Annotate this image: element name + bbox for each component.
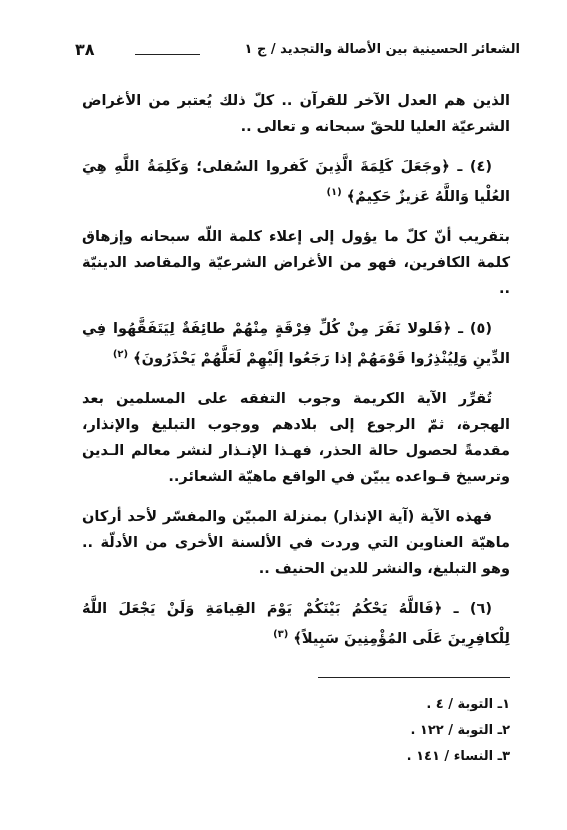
verse-6 xyxy=(82,596,510,652)
paragraph-6: فهذه الآية (آية الإنذار) بمنزلة المبيّن والمفسّر لأحد أركان ماهيّة العناوين التي وردت في الألسنة الأخرى من الأدلّة .. وهو التبليغ، والنشر للدين الحنيف .. xyxy=(82,508,510,577)
footnotes xyxy=(407,692,510,770)
verse-5-footnote-ref: (٢) xyxy=(112,348,129,360)
footnote-1: ١ـ التوبة / ٤ . xyxy=(426,697,510,712)
verse-6-text: ﴿فَاللَّهُ يَحْكُمُ بَيْنَكُمْ يَوْمَ القِيامَةِ وَلَنْ يَجْعَلَ اللَّهُ لِلْكافِرِينَ عَلَى المُؤْمِنِينَ سَبِيلاً﴾ xyxy=(82,600,510,647)
body-text xyxy=(82,88,510,665)
page-number: ٣٨ xyxy=(75,40,95,59)
header-rule xyxy=(135,54,200,55)
verse-5 xyxy=(82,316,510,372)
verse-6-footnote-ref: (٣) xyxy=(273,628,289,640)
paragraph-5: تُقرِّر الآية الكريمة وجوب التفقه على المسلمين بعد الهجرة، ثمّ الرجوع إلى بلادهم ووجوب التبليغ والإنذار، مقدمةً لحصول حالة الحذر، فهـذا الإنـذار لنشر معالم الـدين وترسيخ قـواعده يبيّن في الواقع ماهيّة الشعائر.. xyxy=(82,390,510,485)
footnote-2: ٢ـ التوبة / ١٢٢ . xyxy=(410,723,510,738)
verse-6-number: (٦) ـ xyxy=(453,600,492,617)
verse-4 xyxy=(82,154,510,210)
verse-4-number: (٤) ـ xyxy=(457,159,492,175)
verse-4-footnote-ref: (١) xyxy=(326,187,342,198)
verse-5-number: (٥) ـ xyxy=(458,320,492,337)
paragraph-3: بتقريب أنّ كلّ ما يؤول إلى إعلاء كلمة اللّه سبحانه وإزهاق كلمة الكافرين، فهو من الأغراض الشرعيّة والمقاصد الدينيّة .. xyxy=(82,228,510,297)
running-title: الشعائر الحسينية بين الأصالة والتجديد / ج ١ xyxy=(244,42,520,57)
paragraph-1: الذين هم العدل الآخر للقرآن .. كلّ ذلك يُعتبر من الأغراض الشرعيّة العليا للحقّ سبحانه و تعالى .. xyxy=(82,93,510,135)
page-header xyxy=(75,40,520,64)
verse-4-text: ﴿وجَعَلَ كَلِمَةَ الَّذِينَ كَفروا السُفلى؛ وَكَلِمَةُ اللَّهِ هِيَ العُلْيا وَاللَّهُ عَزيزٌ حَكِيمٌ﴾ xyxy=(82,159,510,205)
verse-5-text: ﴿فَلولا نَفَرَ مِنْ كُلِّ فِرْقَةٍ مِنْهُمْ طائِفَةٌ لِيَتَفَقَّهُوا فِي الدِّينِ وَلِيُنْذِرُوا قَوْمَهُمْ إذا رَجَعُوا إلَيْهِمْ لَعَلَّهُمْ يَحْذَرُونَ﴾ xyxy=(82,320,510,367)
footnote-rule xyxy=(318,677,510,678)
footnote-3: ٣ـ النساء / ١٤١ . xyxy=(406,749,510,764)
